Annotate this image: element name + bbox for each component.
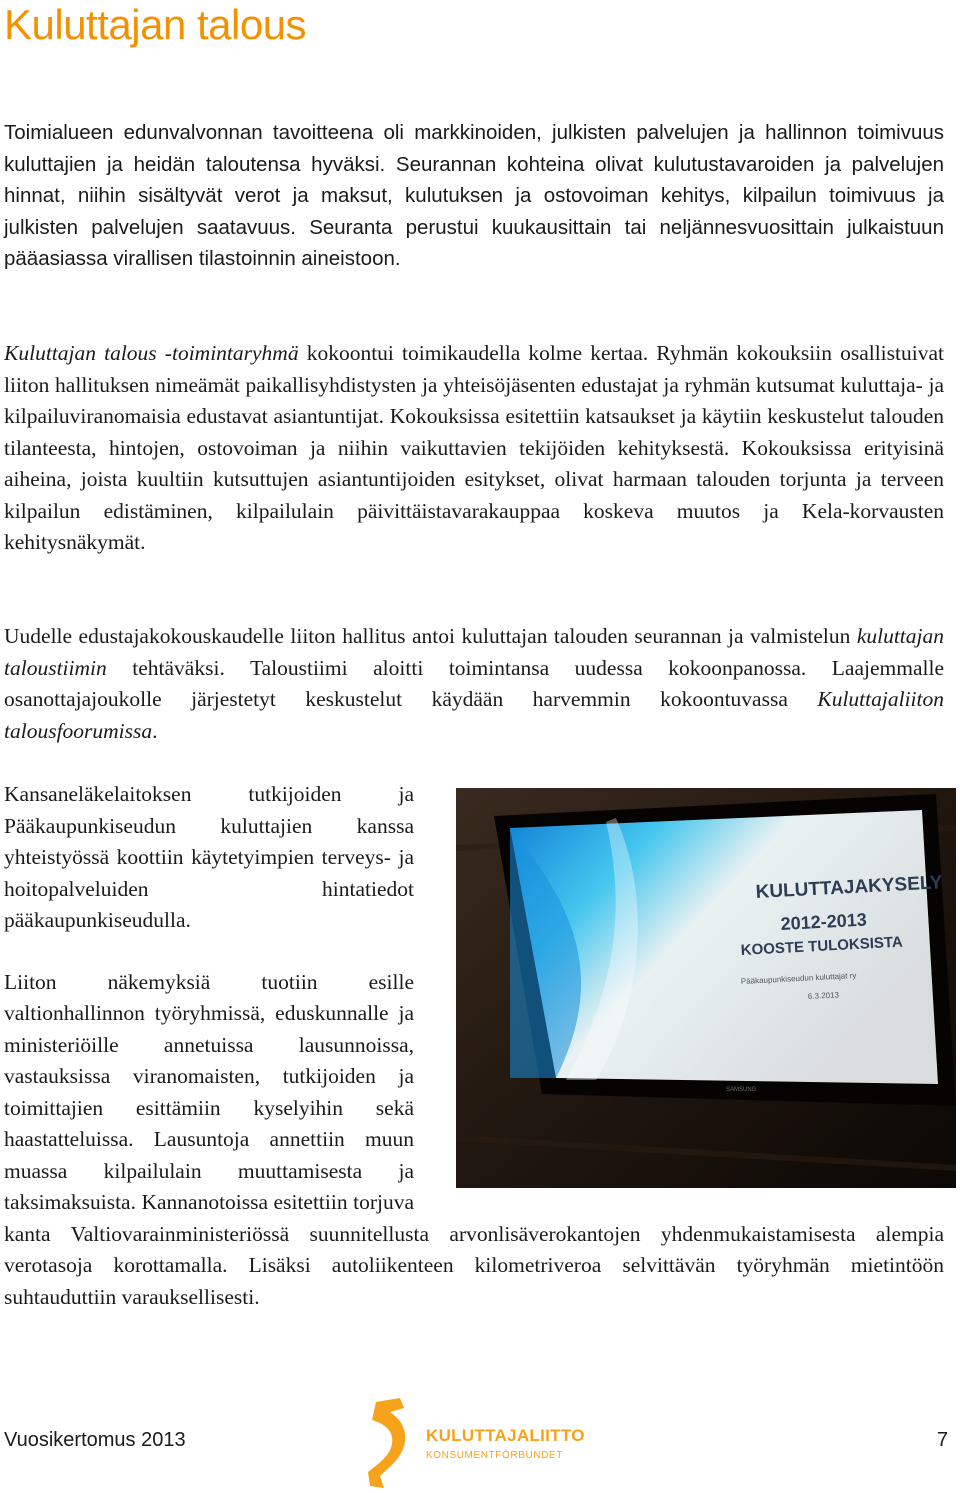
economy-team-text-3: . [152,718,158,743]
slide-date: 6.3.2013 [807,990,840,1001]
paragraph-statements: Liiton näkemyksiä tuotiin esille valtionhallinnon työryhmissä, eduskunnalle ja ministeriöille annetuissa lausunnoissa, vastauksissa viranomaisten, tutkijoiden ja toimittajien esittämiin kyselyihin sekä haastatteluissa. Lausuntoja annettiin muun muassa kilpailulain muuttamisesta ja taksimaksuista. Kannanotoissa esitettiin torjuva kanta Valtiovarainministeriössä suunnitellusta arvonlisäverokantojen yhdenmukaistamisesta alempia verotasoja korottamalla. Lisäksi autoliikenteen kilometriveroa selvittävän työryhmän mietintöön suhtauduttiin varauksellisesti. [4,969,944,1309]
economy-forum-name: Kuluttajaliiton talousfoorumissa [4,687,944,743]
presentation-photo [456,788,956,1188]
tv-brand: SAMSUNG [726,1087,757,1093]
working-group-text: kokoontui toimikaudella kolme kertaa. Ryhmän kokouksiin osallistuivat liiton hallituksen nimeämät paikallisyhdistysten ja yhteisöjäsenten edustajat ja ryhmän kutsumat kuluttaja- ja kilpailuviranomaisia edustavat asiantuntijat. Kokouksissa esitettiin katsaukset ja käytiin keskustelut talouden tilanteesta, hintojen, ostovoiman ja niihin vaikuttavien tekijöiden kehityksestä. Kokouksissa erityisinä aiheina, joista kuultiin kutsuttujen asiantuntijoiden esitykset, olivat harmaan talouden torjunta ja terveen kilpailun edistäminen, kilpailulain päivittäistavarakauppaa koskeva muutos ja Kela-korvausten kehitysnäkymät. [4,341,944,554]
paragraph-economy-team [4,621,944,747]
logo-name: KULUTTAJALIITTO [426,1426,585,1445]
paragraph-kela: Kansaneläkelaitoksen tutkijoiden ja Pääkaupunkiseudun kuluttajien kanssa yhteistyössä koottiin käytetyimpien terveys- ja hoitopalveluiden hintatiedot pääkaupunkiseudulla. [4,782,414,932]
logo-subtitle: KONSUMENTFÖRBUNDET [426,1450,563,1461]
working-group-name: Kuluttajan talous -toimintaryhmä [4,341,299,365]
slide-org: Pääkaupunkiseudun kuluttajat ry [740,970,857,986]
photo-illustration [456,788,956,1188]
economy-team-text-1: Uudelle edustajakokouskaudelle liiton hallitus antoi kuluttajan talouden seurannan ja valmistelun [4,624,857,648]
page-title: Kuluttajan talous [4,1,307,48]
economy-team-name: kuluttajan taloustiimin [4,624,944,680]
page-number: 7 [936,1429,948,1451]
economy-team-text-2: tehtäväksi. Taloustiimi aloitti toimintansa uudessa kokoonpanossa. Laajemmalle osanottajajoukolle järjestetyt keskustelut käydään harvemmin kokoontuvassa [4,655,944,711]
slide-title-3: KOOSTE TULOKSISTA [740,933,904,959]
logo-mark-icon [360,1398,420,1488]
paragraph-intro: Toimialueen edunvalvonnan tavoitteena oli markkinoiden, julkisten palvelujen ja hallinnon toimivuus kuluttajien ja heidän taloutensa hyväksi. Seurannan kohteina olivat kulutustavaroiden ja palvelujen hinnat, niihin sisältyvät verot ja maksut, kulutuksen ja ostovoiman kehitys, kilpailun toimivuus ja julkisten palvelujen saatavuus. Seuranta perustui kuukausittain tai neljännesvuosittain julkaistuun pääasiassa virallisen tilastoinnin aineistoon. [4,121,944,270]
footer-report-title: Vuosikertomus 2013 [4,1429,186,1451]
slide-title-2: 2012-2013 [780,909,868,934]
paragraph-working-group [4,338,944,559]
kuluttajaliitto-logo [360,1398,585,1488]
slide-title-1: KULUTTAJAKYSELY [755,872,943,903]
